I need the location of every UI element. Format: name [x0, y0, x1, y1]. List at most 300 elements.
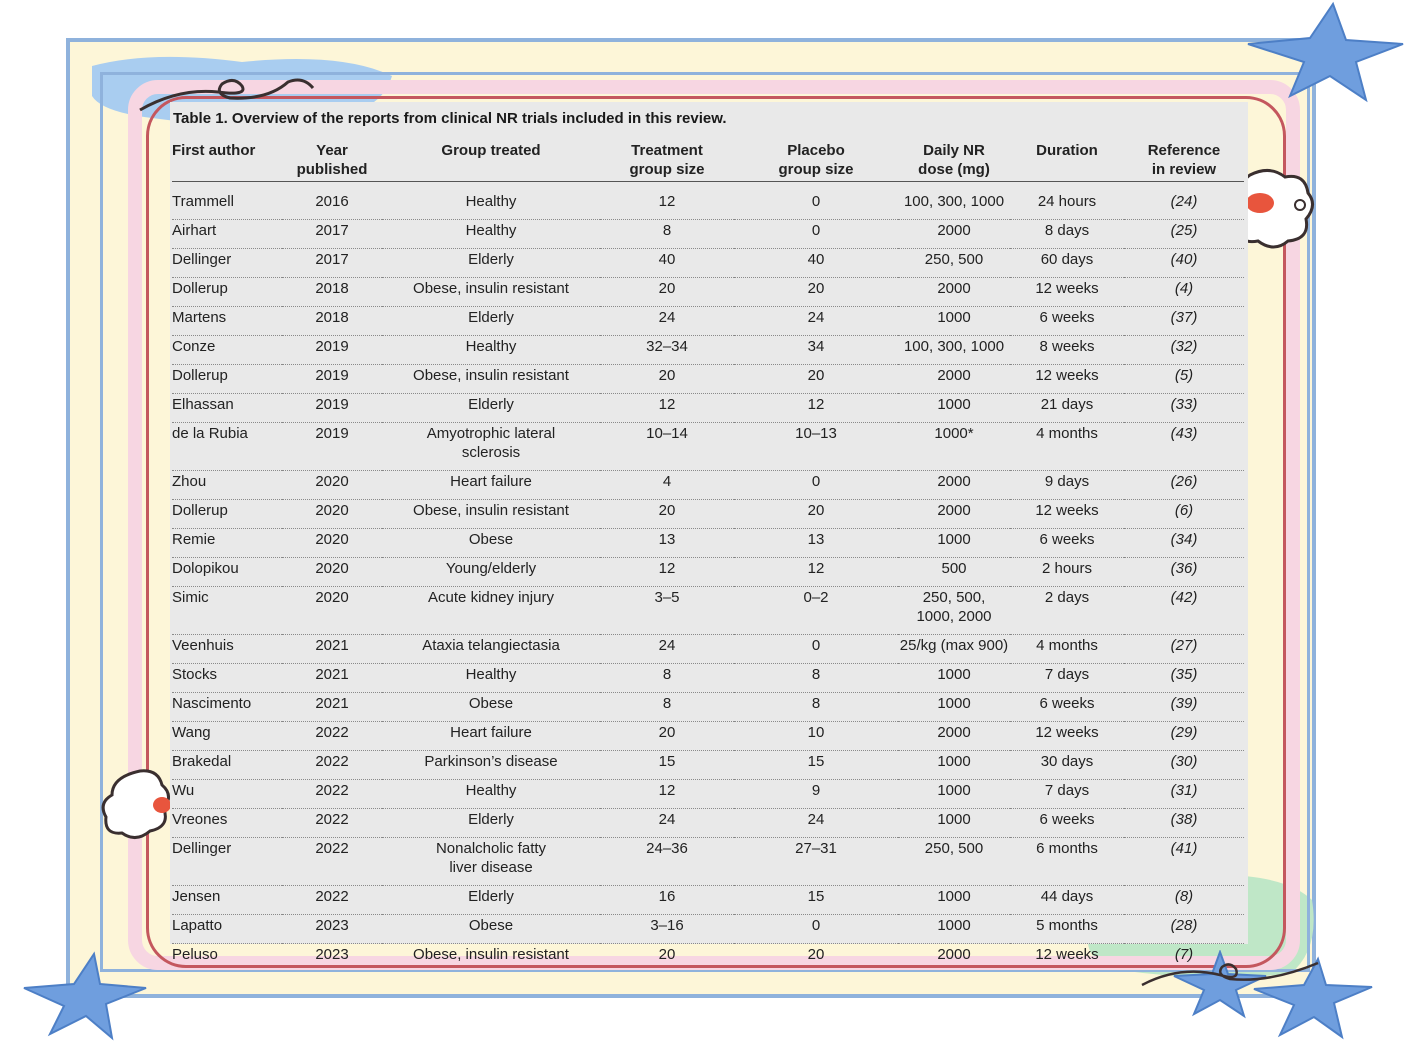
- table-row: [172, 722, 1244, 751]
- table-row: [172, 307, 1244, 336]
- cell-duration: 7 days: [1010, 664, 1124, 693]
- table-row: [172, 780, 1244, 809]
- cell-line: Nonalcholic fatty: [435, 840, 547, 857]
- cell-year-published: 2018: [282, 278, 382, 307]
- cell-treatment-group-size: 3–5: [600, 587, 734, 635]
- table-row: [172, 394, 1244, 423]
- cell-first-author: Brakedal: [172, 751, 282, 780]
- cell-reference-in-review: (30): [1124, 751, 1244, 780]
- cell-daily-nr-dose: [898, 693, 1010, 722]
- cell-duration: 12 weeks: [1035, 946, 1099, 963]
- cell-line: 1000: [937, 531, 971, 548]
- cell-line: 2000: [937, 367, 971, 384]
- cell-placebo-group-size: 10: [734, 722, 898, 751]
- cell-year-published: 2022: [282, 751, 382, 780]
- cell-line: liver disease: [449, 859, 533, 876]
- cell-reference-in-review: (38): [1124, 809, 1244, 838]
- cell-line: 250, 500: [924, 840, 984, 857]
- cell-daily-nr-dose: [898, 886, 1010, 915]
- cell-line: Elderly: [468, 811, 514, 828]
- table-row: [172, 220, 1244, 249]
- cell-duration: 6 weeks: [1010, 529, 1124, 558]
- cell-line: 1000: [937, 811, 971, 828]
- cell-duration: 21 days: [1010, 394, 1124, 423]
- table-row: [172, 336, 1244, 365]
- cell-year-published: 2020: [282, 558, 382, 587]
- cell-first-author: Jensen: [172, 886, 282, 915]
- header-line: Year: [316, 142, 348, 159]
- cell-year-published: 2021: [282, 635, 382, 664]
- cell-first-author: Martens: [172, 307, 282, 336]
- cell-line: Heart failure: [450, 724, 532, 741]
- cell-first-author: Dellinger: [172, 838, 282, 886]
- cell-daily-nr-dose: [898, 722, 1010, 751]
- table-caption: Table 1. Overview of the reports from clinical NR trials included in this review.: [173, 110, 727, 127]
- cell-reference-in-review: (41): [1124, 838, 1244, 886]
- header-line: Duration: [1036, 142, 1098, 159]
- cell-daily-nr-dose: [898, 635, 1010, 664]
- header-reference-in-review: [1124, 140, 1244, 182]
- table-row: [172, 365, 1244, 394]
- cell-year-published: 2023: [282, 915, 382, 944]
- cell-reference-in-review: (29): [1124, 722, 1244, 751]
- cell-line: 25/kg (max 900): [899, 637, 1009, 654]
- cell-daily-nr-dose: [898, 423, 1010, 471]
- table-row: [172, 886, 1244, 915]
- table-row: [172, 944, 1244, 973]
- cell-year-published: 2019: [282, 336, 382, 365]
- cell-placebo-group-size: 0: [734, 220, 898, 249]
- cell-duration: 30 days: [1010, 751, 1124, 780]
- table-row: [172, 693, 1244, 722]
- cell-reference-in-review: (25): [1124, 220, 1244, 249]
- cell-first-author: Dollerup: [172, 500, 282, 529]
- cell-reference-in-review: (35): [1124, 664, 1244, 693]
- cell-year-published: 2021: [282, 693, 382, 722]
- cell-line: Elderly: [468, 396, 514, 413]
- cell-daily-nr-dose: [898, 278, 1010, 307]
- cell-year-published: 2022: [282, 780, 382, 809]
- cell-group-treated: [382, 886, 600, 915]
- cell-year-published: 2022: [282, 809, 382, 838]
- cell-placebo-group-size: 15: [734, 751, 898, 780]
- cell-duration: 12 weeks: [1010, 365, 1124, 394]
- cell-treatment-group-size: 20: [658, 946, 676, 963]
- cell-duration: 12 weeks: [1010, 278, 1124, 307]
- cell-duration: 24 hours: [1010, 182, 1124, 220]
- cell-first-author: Dellinger: [172, 249, 282, 278]
- cell-duration: 12 weeks: [1010, 722, 1124, 751]
- table-row: [172, 529, 1244, 558]
- cell-group-treated: [382, 635, 600, 664]
- header-treatment-group-size: [600, 140, 734, 182]
- cell-daily-nr-dose: [898, 471, 1010, 500]
- cell-treatment-group-size: 12: [600, 182, 734, 220]
- header-line: [172, 160, 282, 179]
- cell-line: Elderly: [468, 888, 514, 905]
- cell-daily-nr-dose: [898, 307, 1010, 336]
- cell-line: 1000: [937, 666, 971, 683]
- cell-reference-in-review: (34): [1124, 529, 1244, 558]
- cell-year-published: 2022: [282, 722, 382, 751]
- cell-group-treated: [382, 500, 600, 529]
- cell-line: Obese: [468, 531, 514, 548]
- cell-treatment-group-size: 24: [600, 307, 734, 336]
- table-row: [172, 182, 1244, 220]
- cell-first-author: Vreones: [172, 809, 282, 838]
- cell-year-published: 2018: [282, 307, 382, 336]
- cell-duration: 4 months: [1010, 423, 1124, 471]
- cell-group-treated: [382, 693, 600, 722]
- cell-group-treated: [382, 423, 600, 471]
- table-row: [172, 471, 1244, 500]
- table-row: [172, 500, 1244, 529]
- cell-year-published: 2021: [282, 664, 382, 693]
- cell-treatment-group-size: 20: [600, 365, 734, 394]
- header-line: dose (mg): [918, 161, 990, 178]
- cell-first-author: Stocks: [172, 664, 282, 693]
- cell-line: Amyotrophic lateral: [426, 425, 556, 442]
- cell-first-author: Simic: [172, 587, 282, 635]
- cell-reference-in-review: (27): [1124, 635, 1244, 664]
- header-line: Placebo: [787, 142, 845, 159]
- cell-first-author: Wu: [172, 780, 282, 809]
- header-duration: [1010, 140, 1124, 182]
- cell-placebo-group-size: 12: [734, 394, 898, 423]
- cell-placebo-group-size: 27–31: [734, 838, 898, 886]
- cell-placebo-group-size: 0: [734, 635, 898, 664]
- cell-duration: 6 months: [1010, 838, 1124, 886]
- cell-group-treated: [382, 182, 600, 220]
- cell-daily-nr-dose: [898, 558, 1010, 587]
- cell-placebo-group-size: 20: [734, 365, 898, 394]
- table-row: [172, 423, 1244, 471]
- table-row: [172, 635, 1244, 664]
- cell-reference-in-review: (31): [1124, 780, 1244, 809]
- cell-duration: 6 weeks: [1010, 693, 1124, 722]
- cell-treatment-group-size: 24: [600, 635, 734, 664]
- cell-line: 1000: [937, 782, 971, 799]
- cell-placebo-group-size: 40: [734, 249, 898, 278]
- cell-line: Young/elderly: [445, 560, 537, 577]
- cell-year-published: 2020: [282, 587, 382, 635]
- cell-year-published: 2019: [282, 365, 382, 394]
- cell-reference-in-review: (26): [1124, 471, 1244, 500]
- table-body: [172, 182, 1244, 973]
- star-decoration: [20, 950, 150, 1042]
- cell-line: 250, 500,: [922, 589, 986, 606]
- cell-reference-in-review: (4): [1124, 278, 1244, 307]
- cell-daily-nr-dose: [898, 500, 1010, 529]
- table-header-row: [172, 140, 1244, 182]
- cell-first-author: Dollerup: [172, 278, 282, 307]
- cell-line: 2000: [937, 502, 971, 519]
- cell-placebo-group-size: 13: [734, 529, 898, 558]
- cell-line: 100, 300, 1000: [903, 193, 1005, 210]
- cell-duration: 4 months: [1010, 635, 1124, 664]
- header-line: Reference: [1147, 142, 1221, 159]
- cell-group-treated: [382, 751, 600, 780]
- cell-treatment-group-size: 8: [600, 220, 734, 249]
- header-daily-nr-dose: [898, 140, 1010, 182]
- cell-first-author: Elhassan: [172, 394, 282, 423]
- cell-line: 2000: [937, 280, 971, 297]
- cell-treatment-group-size: 13: [600, 529, 734, 558]
- table-row: [172, 249, 1244, 278]
- cell-daily-nr-dose: [898, 915, 1010, 944]
- cell-line: Healthy: [465, 782, 517, 799]
- cell-placebo-group-size: 8: [734, 664, 898, 693]
- header-line: group size: [629, 161, 705, 178]
- cell-line: Healthy: [465, 338, 517, 355]
- header-line: in review: [1151, 161, 1217, 178]
- cell-placebo-group-size: 12: [734, 558, 898, 587]
- cell-duration: 2 days: [1010, 587, 1124, 635]
- cell-line: Obese, insulin resistant: [413, 280, 569, 297]
- cell-daily-nr-dose: [898, 182, 1010, 220]
- cell-treatment-group-size: 20: [600, 278, 734, 307]
- cell-line: 2000: [937, 946, 971, 963]
- table-row: [172, 558, 1244, 587]
- clinical-trials-table: [172, 140, 1244, 972]
- cell-duration: 44 days: [1010, 886, 1124, 915]
- cell-first-author: Peluso: [172, 946, 218, 963]
- cell-line: Obese: [468, 695, 514, 712]
- cell-treatment-group-size: 8: [600, 664, 734, 693]
- cell-treatment-group-size: 32–34: [600, 336, 734, 365]
- cell-year-published: 2016: [282, 182, 382, 220]
- table-row: [172, 664, 1244, 693]
- cell-group-treated: [382, 394, 600, 423]
- star-decoration: [1238, 0, 1408, 110]
- cell-placebo-group-size: 20: [807, 946, 825, 963]
- cell-line: 250, 500: [924, 251, 984, 268]
- cell-treatment-group-size: 16: [600, 886, 734, 915]
- header-line: published: [296, 161, 368, 178]
- cell-line: 1000: [937, 888, 971, 905]
- cell-treatment-group-size: 40: [600, 249, 734, 278]
- cell-year-published: 2023: [315, 946, 349, 963]
- cell-line: 1000: [937, 753, 971, 770]
- cell-treatment-group-size: 24: [600, 809, 734, 838]
- cell-reference-in-review: (39): [1124, 693, 1244, 722]
- cell-group-treated: [382, 809, 600, 838]
- cell-year-published: 2019: [282, 423, 382, 471]
- cell-line: 1000*: [934, 425, 974, 442]
- cell-reference-in-review: (37): [1124, 307, 1244, 336]
- cell-daily-nr-dose: [898, 220, 1010, 249]
- cell-placebo-group-size: 0: [734, 471, 898, 500]
- cell-first-author: Trammell: [172, 182, 282, 220]
- cell-line: 100, 300, 1000: [903, 338, 1005, 355]
- cell-first-author: Wang: [172, 722, 282, 751]
- cell-year-published: 2022: [282, 886, 382, 915]
- cell-group-treated: [382, 587, 600, 635]
- cell-treatment-group-size: 12: [600, 558, 734, 587]
- cell-daily-nr-dose: [898, 365, 1010, 394]
- table-row: [172, 278, 1244, 307]
- cell-placebo-group-size: 20: [734, 500, 898, 529]
- cell-line: Elderly: [468, 309, 514, 326]
- cell-first-author: Lapatto: [172, 915, 282, 944]
- table-row: [172, 838, 1244, 886]
- header-placebo-group-size: [734, 140, 898, 182]
- cell-placebo-group-size: 24: [734, 307, 898, 336]
- cell-daily-nr-dose: [898, 529, 1010, 558]
- cell-duration: 8 weeks: [1010, 336, 1124, 365]
- cell-line: Obese, insulin resistant: [413, 502, 569, 519]
- header-line: [382, 160, 600, 179]
- header-line: First author: [172, 142, 256, 159]
- header-line: Group treated: [441, 142, 541, 159]
- cell-reference-in-review: (42): [1124, 587, 1244, 635]
- cell-first-author: Conze: [172, 336, 282, 365]
- header-year-published: [282, 140, 382, 182]
- cell-group-treated: [382, 664, 600, 693]
- cell-treatment-group-size: 10–14: [600, 423, 734, 471]
- cell-first-author: Veenhuis: [172, 635, 282, 664]
- cell-line: Acute kidney injury: [428, 589, 554, 606]
- cell-group-treated: [382, 471, 600, 500]
- header-line: [1010, 160, 1124, 179]
- cell-year-published: 2020: [282, 500, 382, 529]
- cell-duration: 8 days: [1010, 220, 1124, 249]
- cell-group-treated: [382, 780, 600, 809]
- cell-year-published: 2019: [282, 394, 382, 423]
- cell-daily-nr-dose: [898, 587, 1010, 635]
- cell-reference-in-review: (5): [1124, 365, 1244, 394]
- cell-reference-in-review: (6): [1124, 500, 1244, 529]
- cell-line: Obese: [468, 917, 514, 934]
- cell-line: Ataxia telangiectasia: [422, 637, 560, 654]
- cell-first-author: Nascimento: [172, 693, 282, 722]
- cell-treatment-group-size: 4: [600, 471, 734, 500]
- cell-placebo-group-size: 8: [734, 693, 898, 722]
- cell-treatment-group-size: 20: [600, 722, 734, 751]
- cell-line: 2000: [937, 724, 971, 741]
- cell-treatment-group-size: 15: [600, 751, 734, 780]
- cell-daily-nr-dose: [898, 664, 1010, 693]
- cell-line: 2000: [937, 473, 971, 490]
- cell-reference-in-review: (32): [1124, 336, 1244, 365]
- cell-reference-in-review: (28): [1124, 915, 1244, 944]
- cell-treatment-group-size: 24–36: [600, 838, 734, 886]
- cell-daily-nr-dose: [898, 751, 1010, 780]
- cell-group-treated: [382, 944, 600, 973]
- cell-placebo-group-size: 24: [734, 809, 898, 838]
- cell-placebo-group-size: 34: [734, 336, 898, 365]
- cell-group-treated: [382, 838, 600, 886]
- cell-daily-nr-dose: [898, 780, 1010, 809]
- cell-year-published: 2017: [282, 220, 382, 249]
- table-row: [172, 751, 1244, 780]
- cell-group-treated: [382, 307, 600, 336]
- document-page: [170, 102, 1248, 963]
- header-line: group size: [778, 161, 854, 178]
- cell-line: Healthy: [465, 193, 517, 210]
- cell-year-published: 2020: [282, 529, 382, 558]
- table-row: [172, 915, 1244, 944]
- cell-duration: 60 days: [1010, 249, 1124, 278]
- cell-placebo-group-size: 15: [734, 886, 898, 915]
- cell-line: 1000: [937, 309, 971, 326]
- cell-line: sclerosis: [461, 444, 521, 461]
- cell-treatment-group-size: 3–16: [600, 915, 734, 944]
- cell-group-treated: [382, 722, 600, 751]
- cell-first-author: Remie: [172, 529, 282, 558]
- cell-reference-in-review: (36): [1124, 558, 1244, 587]
- cell-reference-in-review: (24): [1124, 182, 1244, 220]
- header-group-treated: [382, 140, 600, 182]
- cell-daily-nr-dose: [898, 394, 1010, 423]
- cell-group-treated: [382, 220, 600, 249]
- cell-daily-nr-dose: [898, 249, 1010, 278]
- cell-reference-in-review: (8): [1124, 886, 1244, 915]
- cell-line: Healthy: [465, 222, 517, 239]
- cloud-doodle: [100, 765, 175, 845]
- cell-daily-nr-dose: [898, 336, 1010, 365]
- cell-daily-nr-dose: [898, 944, 1010, 973]
- cell-treatment-group-size: 8: [600, 693, 734, 722]
- cell-first-author: Airhart: [172, 220, 282, 249]
- cell-line: 1000: [937, 396, 971, 413]
- cell-group-treated: [382, 529, 600, 558]
- cell-group-treated: [382, 278, 600, 307]
- cell-line: Healthy: [465, 666, 517, 683]
- cell-placebo-group-size: 20: [734, 278, 898, 307]
- cell-line: 1000: [937, 917, 971, 934]
- header-line: Daily NR: [923, 142, 985, 159]
- cell-group-treated: [382, 249, 600, 278]
- cell-first-author: de la Rubia: [172, 423, 282, 471]
- cell-line: Obese, insulin resistant: [413, 946, 569, 963]
- cell-line: Elderly: [468, 251, 514, 268]
- cell-treatment-group-size: 12: [600, 780, 734, 809]
- header-line: Treatment: [631, 142, 703, 159]
- cell-group-treated: [382, 365, 600, 394]
- cell-group-treated: [382, 558, 600, 587]
- cell-line: 1000, 2000: [916, 608, 992, 625]
- table-row: [172, 809, 1244, 838]
- cell-treatment-group-size: 12: [600, 394, 734, 423]
- header-first-author: [172, 140, 282, 182]
- cell-reference-in-review: (33): [1124, 394, 1244, 423]
- cell-year-published: 2017: [282, 249, 382, 278]
- cell-duration: 9 days: [1010, 471, 1124, 500]
- cell-reference-in-review: (40): [1124, 249, 1244, 278]
- cell-duration: 6 weeks: [1010, 307, 1124, 336]
- cell-first-author: Dollerup: [172, 365, 282, 394]
- cell-placebo-group-size: 0–2: [734, 587, 898, 635]
- cell-placebo-group-size: 0: [734, 182, 898, 220]
- cell-line: Heart failure: [450, 473, 532, 490]
- cell-year-published: 2022: [282, 838, 382, 886]
- cell-duration: 12 weeks: [1010, 500, 1124, 529]
- cell-line: Parkinson’s disease: [424, 753, 558, 770]
- cell-group-treated: [382, 336, 600, 365]
- cell-duration: 5 months: [1010, 915, 1124, 944]
- cell-treatment-group-size: 20: [600, 500, 734, 529]
- table-row: [172, 587, 1244, 635]
- cell-line: Obese, insulin resistant: [413, 367, 569, 384]
- cell-first-author: Dolopikou: [172, 558, 282, 587]
- cell-line: 1000: [937, 695, 971, 712]
- cell-reference-in-review: (7): [1174, 946, 1194, 963]
- cell-reference-in-review: (43): [1124, 423, 1244, 471]
- cell-duration: 2 hours: [1010, 558, 1124, 587]
- cell-placebo-group-size: 0: [734, 915, 898, 944]
- cell-group-treated: [382, 915, 600, 944]
